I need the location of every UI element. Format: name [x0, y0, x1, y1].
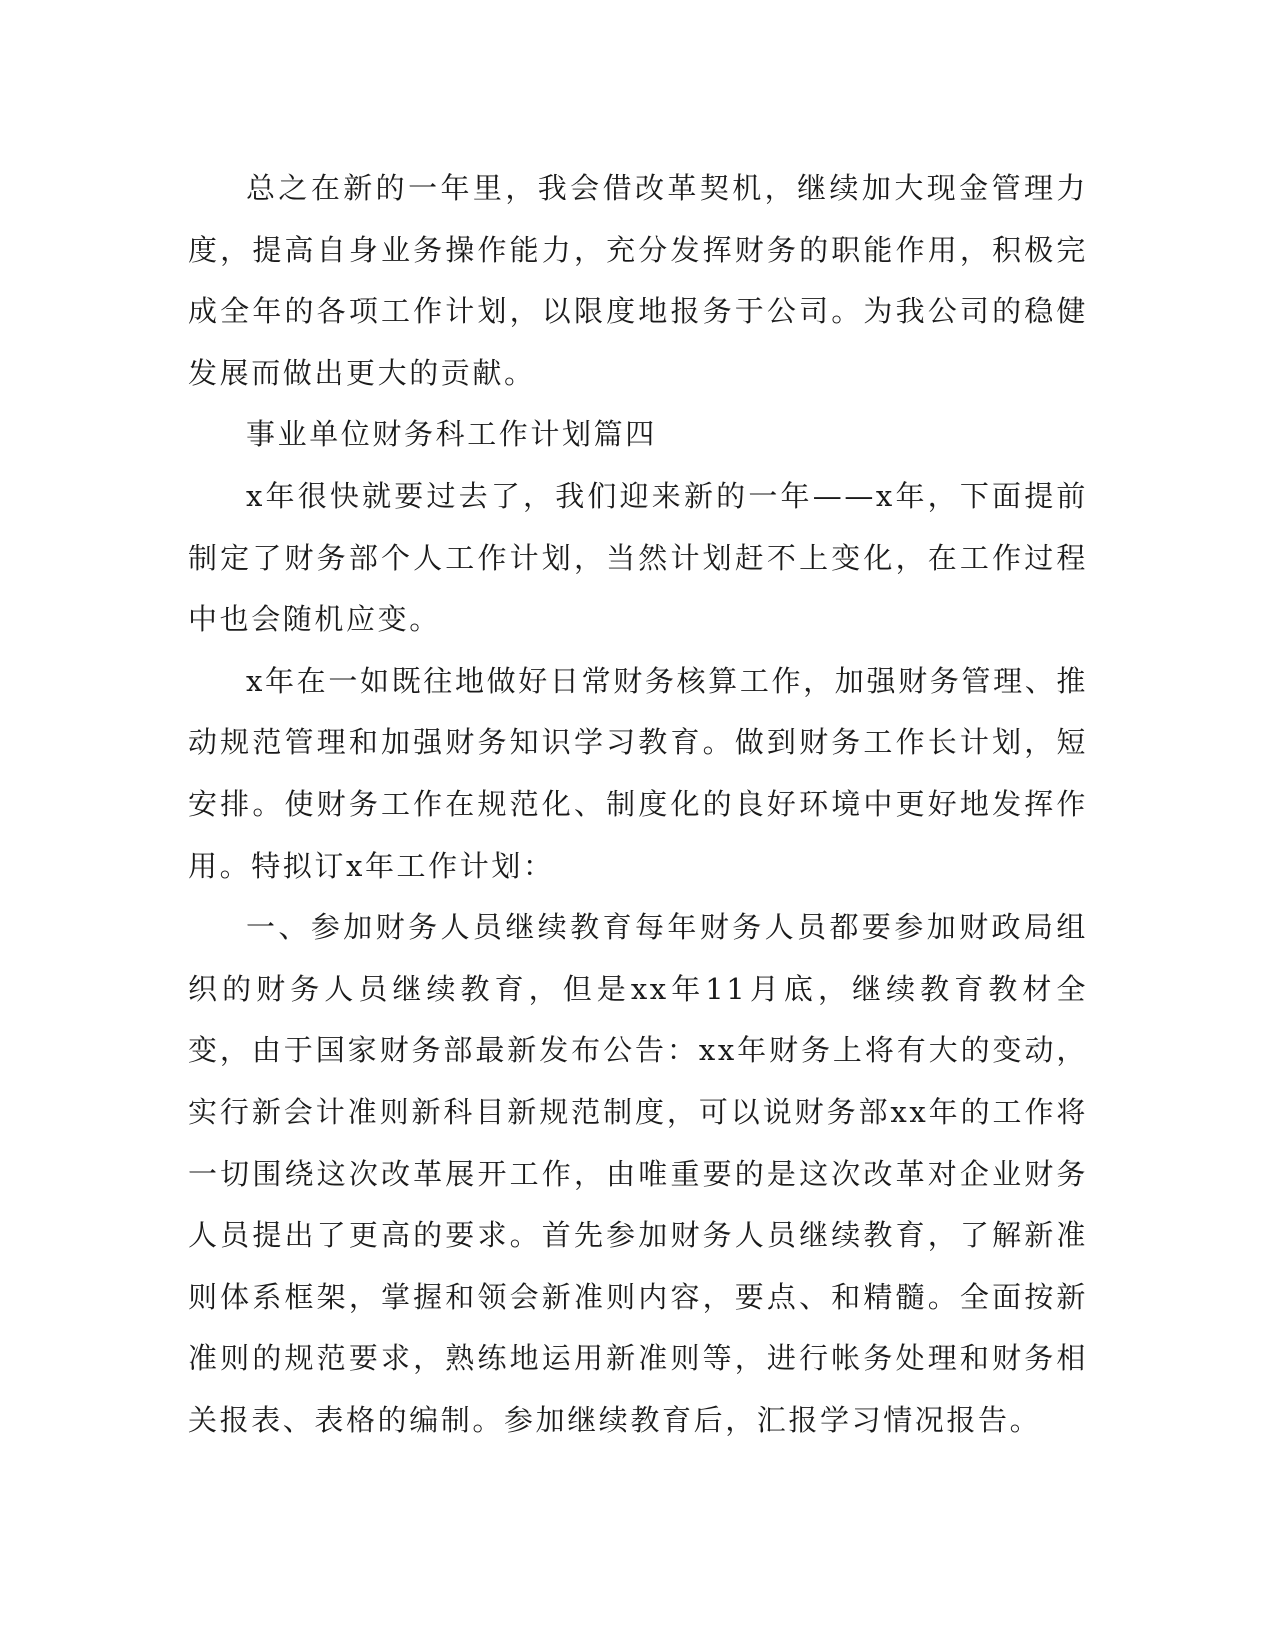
paragraph-plan-overview: x年在一如既往地做好日常财务核算工作，加强财务管理、推动规范管理和加强财务知识学习教育。做到财务工作长计划，短安排。使财务工作在规范化、制度化的良好环境中更好地发挥作用。特拟订x年工作计划：	[188, 663, 1088, 883]
section-heading: 事业单位财务科工作计划篇四	[246, 417, 657, 452]
paragraph-intro: x年很快就要过去了，我们迎来新的一年——x年，下面提前制定了财务部个人工作计划，当然计划赶不上变化，在工作过程中也会随机应变。	[188, 478, 1088, 637]
paragraph-conclusion: 总之在新的一年里，我会借改革契机，继续加大现金管理力度，提高自身业务操作能力，充分发挥财务的职能作用，积极完成全年的各项工作计划，以限度地报务于公司。为我公司的稳健发展而做出更大的贡献。	[188, 171, 1088, 390]
document-body	[188, 158, 1088, 1451]
paragraph-item-one: 一、参加财务人员继续教育每年财务人员都要参加财政局组织的财务人员继续教育，但是xx年11月底，继续教育教材全变，由于国家财务部最新发布公告：xx年财务上将有大的变动，实行新会计准则新科目新规范制度，可以说财务部xx年的工作将一切围绕这次改革展开工作，由唯重要的是这次改革对企业财务人员提出了更高的要求。首先参加财务人员继续教育，了解新准则体系框架，掌握和领会新准则内容，要点、和精髓。全面按新准则的规范要求，熟练地运用新准则等，进行帐务处理和财务相关报表、表格的编制。参加继续教育后，汇报学习情况报告。	[188, 910, 1088, 1437]
